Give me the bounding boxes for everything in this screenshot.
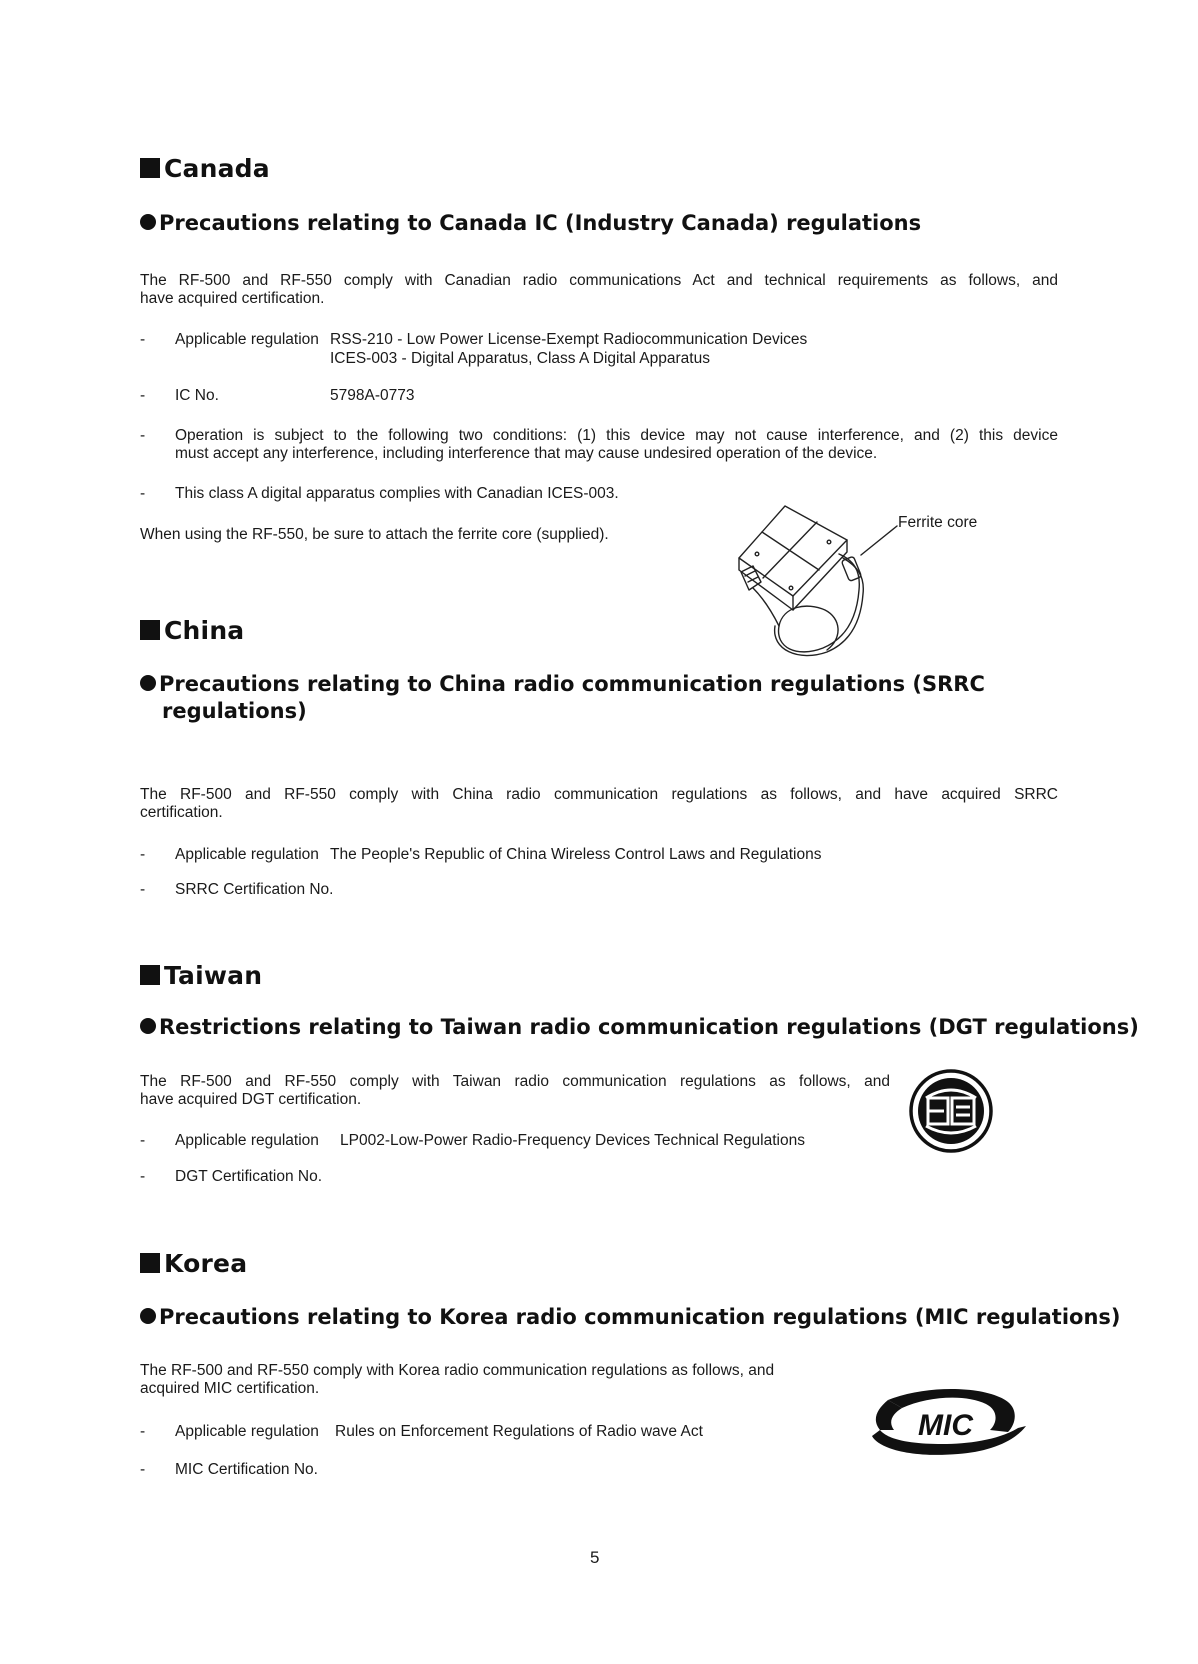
canada-operation-item — [140, 426, 1058, 462]
round-bullet-icon — [140, 1018, 156, 1034]
dash-bullet: - — [140, 881, 146, 898]
regulation-value: Rules on Enforcement Regulations of Radio wave Act — [335, 1423, 703, 1440]
ic-value: 5798A-0773 — [330, 387, 415, 404]
taiwan-intro — [140, 1073, 890, 1109]
classa-text: This class A digital apparatus complies with Canadian ICES-003. — [175, 485, 619, 502]
subheading-taiwan — [140, 1014, 1139, 1041]
regulation-value: RSS-210 - Low Power License-Exempt Radiocommunication Devices — [330, 331, 808, 348]
subheading-text: regulations) — [162, 699, 307, 723]
regulation-value: LP002-Low-Power Radio-Frequency Devices Technical Regulations — [340, 1132, 805, 1149]
round-bullet-icon — [140, 214, 156, 230]
square-bullet-icon — [140, 158, 160, 178]
intro-line: The RF-500 and RF-550 comply with Canadian radio communications Act and technical requirements as follows, and — [140, 272, 1058, 289]
subheading-text: Precautions relating to China radio communication regulations (SRRC — [159, 672, 985, 696]
section-heading-taiwan — [140, 961, 262, 990]
page-number: 5 — [590, 1548, 600, 1567]
section-heading-china — [140, 616, 244, 645]
regulation-value: ICES-003 - Digital Apparatus, Class A Digital Apparatus — [330, 350, 710, 367]
regulation-label: Applicable regulation — [175, 1132, 319, 1149]
operation-line: Operation is subject to the following two conditions: (1) this device may not cause interference, and (2) this device — [175, 427, 1058, 444]
mic-logo-icon — [858, 1380, 1028, 1470]
cert-label: MIC Certification No. — [175, 1461, 318, 1478]
dash-bullet: - — [140, 331, 146, 348]
section-heading-canada — [140, 154, 270, 183]
regulation-label: Applicable regulation — [175, 1423, 319, 1440]
intro-line: certification. — [140, 804, 223, 821]
canada-intro — [140, 272, 1058, 308]
square-bullet-icon — [140, 1253, 160, 1273]
heading-text: Canada — [164, 154, 270, 183]
square-bullet-icon — [140, 620, 160, 640]
korea-intro — [140, 1362, 774, 1398]
ic-label: IC No. — [175, 387, 219, 404]
ferrite-note: When using the RF-550, be sure to attach the ferrite core (supplied). — [140, 526, 609, 543]
dash-bullet: - — [140, 846, 146, 863]
heading-text: Taiwan — [164, 961, 263, 990]
subheading-canada — [140, 210, 921, 237]
round-bullet-icon — [140, 1308, 156, 1324]
dgt-certification-mark-icon — [908, 1068, 994, 1154]
cert-label: DGT Certification No. — [175, 1168, 323, 1185]
heading-text: Korea — [164, 1249, 248, 1278]
dash-bullet: - — [140, 387, 146, 404]
subheading-china — [140, 671, 985, 725]
dash-bullet: - — [140, 485, 146, 502]
subheading-text: Precautions relating to Korea radio communication regulations (MIC regulations) — [159, 1305, 1121, 1329]
round-bullet-icon — [140, 675, 156, 691]
regulation-label: Applicable regulation — [175, 846, 319, 863]
intro-line: The RF-500 and RF-550 comply with Korea radio communication regulations as follows, and — [140, 1362, 775, 1379]
china-intro — [140, 786, 1058, 822]
cert-label: SRRC Certification No. — [175, 881, 334, 898]
intro-line: The RF-500 and RF-550 comply with Taiwan radio communication regulations as follows, and — [140, 1073, 890, 1090]
subheading-korea — [140, 1304, 1121, 1331]
intro-line: acquired MIC certification. — [140, 1380, 320, 1397]
subheading-text: Restrictions relating to Taiwan radio communication regulations (DGT regulations) — [159, 1015, 1139, 1039]
intro-line: The RF-500 and RF-550 comply with China radio communication regulations as follows, and have acquired SRRC — [140, 786, 1058, 803]
intro-line: have acquired DGT certification. — [140, 1091, 362, 1108]
ferrite-core-shape — [841, 556, 861, 581]
ferrite-core-label: Ferrite core — [898, 514, 978, 531]
regulation-value: The People's Republic of China Wireless Control Laws and Regulations — [330, 846, 822, 863]
dash-bullet: - — [140, 1168, 146, 1185]
dash-bullet: - — [140, 1423, 146, 1440]
dash-bullet: - — [140, 427, 146, 444]
intro-line: have acquired certification. — [140, 290, 325, 307]
square-bullet-icon — [140, 965, 160, 985]
mic-logo-text: MIC — [918, 1409, 973, 1442]
section-heading-korea — [140, 1249, 247, 1278]
regulation-label: Applicable regulation — [175, 331, 319, 348]
subheading-text: Precautions relating to Canada IC (Industry Canada) regulations — [159, 211, 922, 235]
operation-line: must accept any interference, including interference that may cause undesired operation of the device. — [175, 445, 878, 462]
ferrite-core-illustration — [735, 498, 1005, 673]
heading-text: China — [164, 616, 245, 645]
dash-bullet: - — [140, 1132, 146, 1149]
leader-line — [861, 526, 897, 555]
dash-bullet: - — [140, 1461, 146, 1478]
